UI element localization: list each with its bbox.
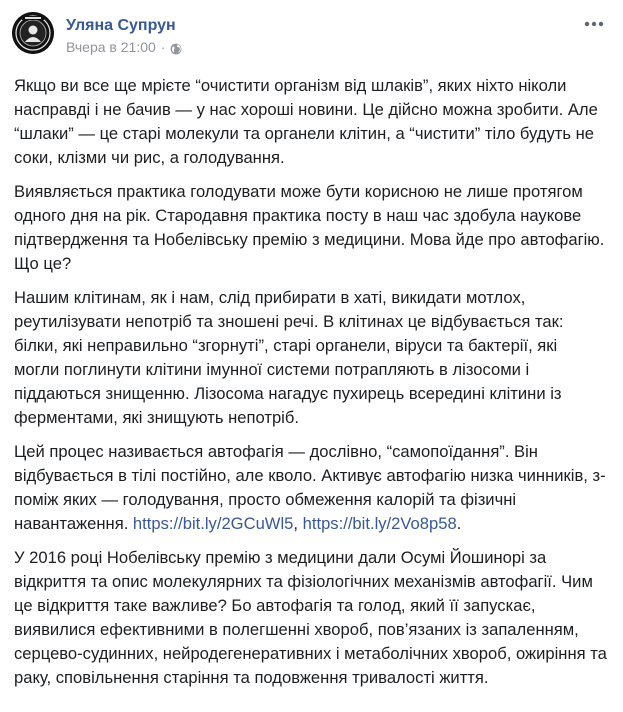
avatar[interactable] — [12, 12, 54, 54]
paragraph-4 — [14, 440, 607, 536]
meta-separator: · — [160, 39, 166, 55]
link-bitly-1[interactable]: https://bit.ly/2GCuWl5 — [132, 514, 294, 533]
post-meta — [66, 16, 182, 56]
more-options-icon[interactable] — [581, 14, 607, 34]
post-subline — [66, 38, 182, 56]
link-bitly-2[interactable]: https://bit.ly/2Vo8p58 — [302, 514, 457, 533]
paragraph-5: У 2016 році Нобелівську премію з медицини дали Осумі Йошинорі за відкриття та опис молекулярних та фізіологічних механізмів автофагії. Чим це відкриття таке важливе? Бо автофагія та голод, який її запускає, виявилися ефективними в полегшенні хвороб, пов’язаних із запаленням, серцево-судинних, нейродегенеративних і метаболічних хвороб, ожиріння та раку, сповільнення старіння та подовження тривалості життя. — [14, 548, 607, 687]
post-header — [12, 12, 607, 62]
post-timestamp[interactable]: Вчера в 21:00 — [66, 39, 156, 55]
paragraph-4-end: . — [456, 514, 462, 533]
post-body — [12, 74, 607, 690]
paragraph-3: Нашим клітинам, як і нам, слід прибирати в хаті, викидати мотлох, реутилізувати непотріб та зношені речі. В клітинах це відбувається так: білки, які неправильно “згорнуті”, старі органели, віруси та бактерії, які могли поглинути клітини імунної системи потрапляють в лізосоми і піддаються знищенню. Лізосома нагадує пухирець всередині клітини із ферментами, які знищують непотріб. — [14, 288, 564, 427]
link-separator: , — [293, 514, 303, 533]
paragraph-2: Виявляється практика голодувати може бути корисною не лише протягом одного дня на рік. Стародавня практика посту в наш час здобула наукове підтвердження та Нобелівську премію з медицини. Мова йде про автофагію. Що це? — [14, 182, 605, 273]
paragraph-4-text: Цей процес називається автофагія — дослівно, “самопоїдання”. Він відбувається в тілі постійно, але кволо. Активує автофагію низка чинників, з-поміж яких — голодування, просто обмеження калорій та фізичні навантаження. — [14, 442, 606, 533]
paragraph-1: Якщо ви все ще мрієте “очистити організм від шлаків”, яких ніхто ніколи насправді і не бачив — у нас хороші новини. Це дійсно можна зробити. Але “шлаки” — це старі молекули та органели клітин, а “чистити” тіло будуть не соки, клізми чи рис, а голодування. — [14, 76, 598, 167]
globe-icon[interactable] — [170, 41, 182, 53]
author-name[interactable]: Уляна Супрун — [66, 17, 176, 34]
avatar-logo-icon — [12, 12, 54, 54]
